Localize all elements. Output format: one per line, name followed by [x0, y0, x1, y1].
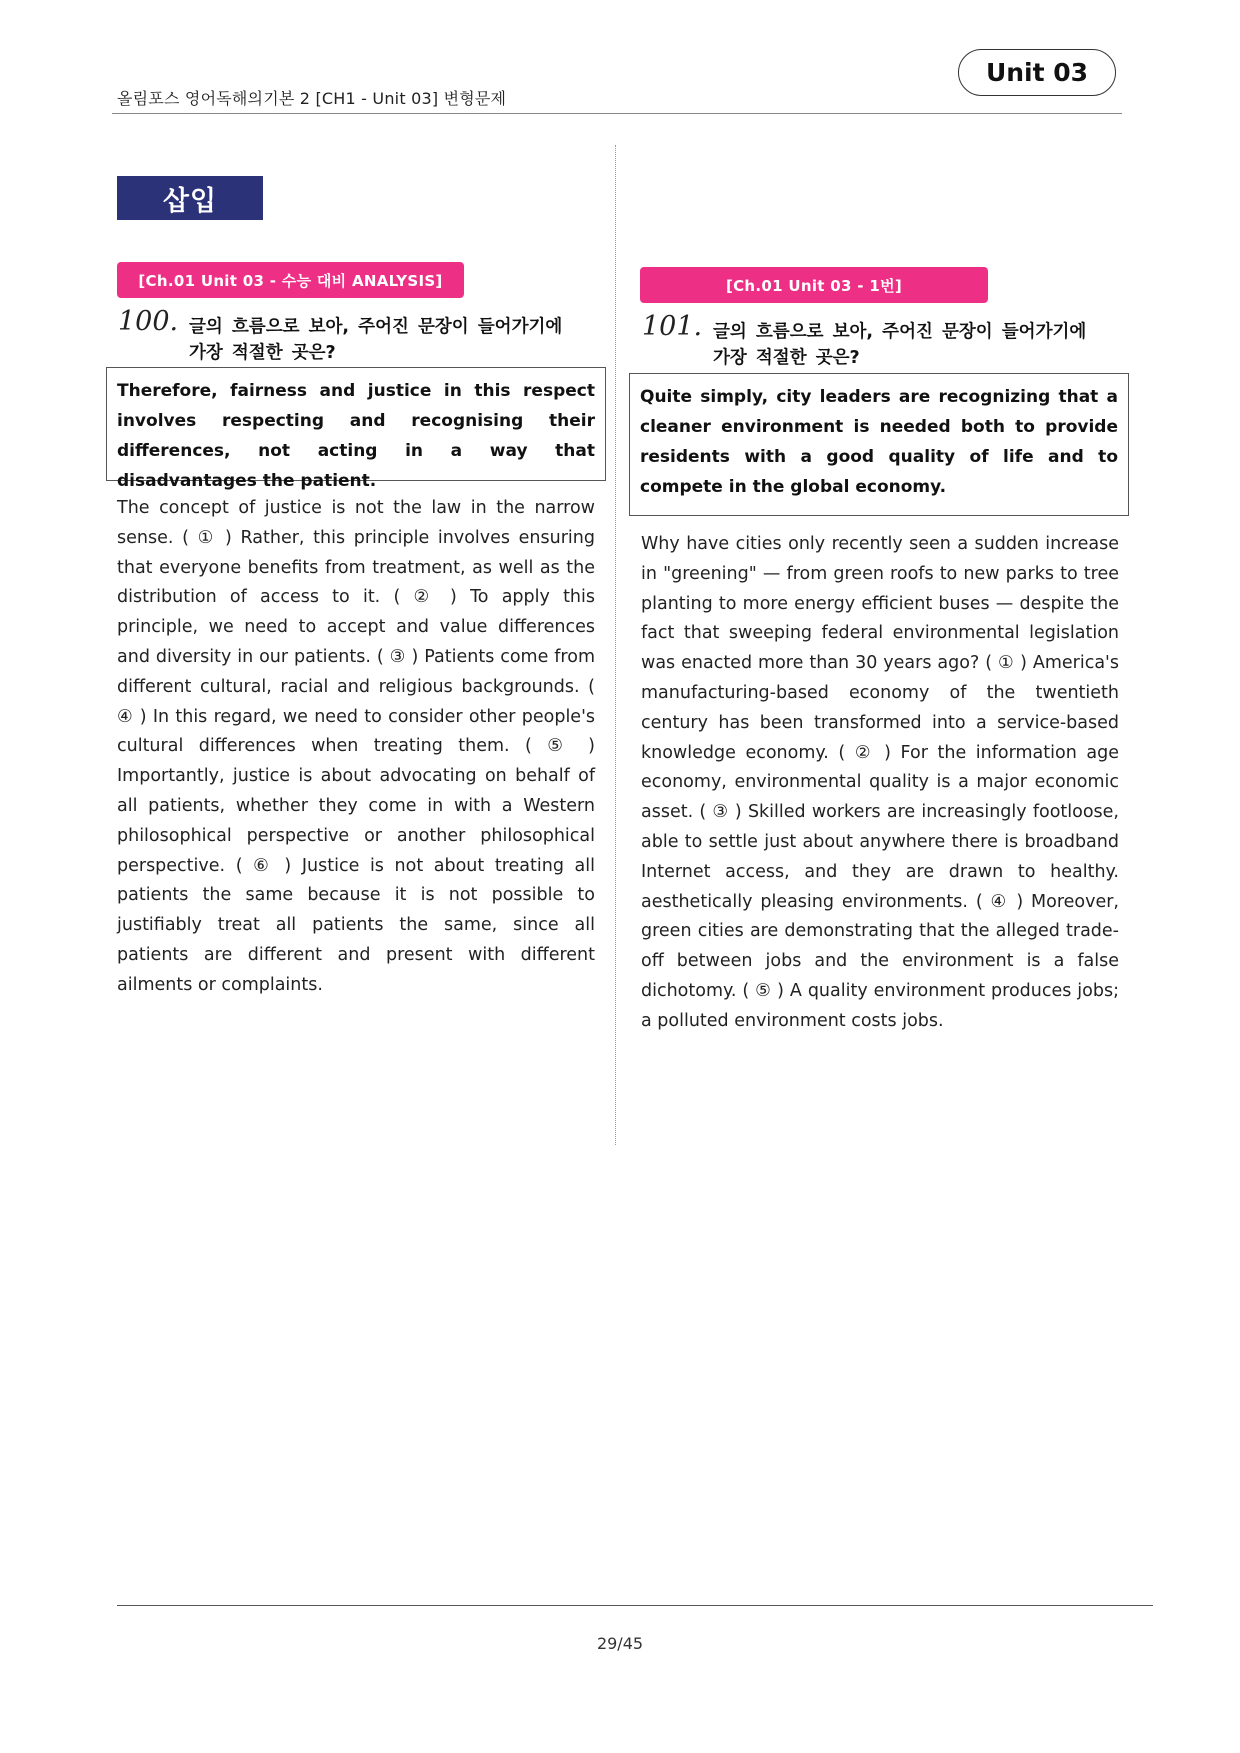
page-number: 29/45: [596, 1634, 644, 1653]
source-tag: [Ch.01 Unit 03 - 수능 대비 ANALYSIS]: [117, 262, 464, 298]
question-number: 101.: [642, 311, 703, 342]
question-number: 100.: [118, 306, 179, 337]
given-sentence-box: [629, 373, 1129, 516]
unit-badge: Unit 03: [958, 49, 1116, 96]
question-prompt-line2: 가장 적절한 곳은?: [189, 343, 336, 363]
given-sentence-box: [106, 367, 606, 491]
section-tag: 삽입: [117, 176, 263, 220]
passage-text: The concept of justice is not the law in the narrow sense. ( ① ) Rather, this principle involves ensuring that everyone benefits from treatment, as well as the distribution of access to it. ( ② ) To apply this principle, we need to accept and value differences and diversity in our patients. ( ③ ) Patients come from different cultural, racial and religious backgrounds. ( ④ ) In this regard, we need to consider other people's cultural differences when treating them. ( ⑤ ) Importantly, justice is about advocating on behalf of all patients, whether they come in with a Western philosophical perspective or another philosophical perspective. ( ⑥ ) Justice is not about treating all patients the same because it is not possible to justifiably treat all patients the same, since all patients are different and present with different ailments or complaints.: [117, 498, 595, 995]
header-rule: [112, 113, 1122, 114]
footer-rule: [117, 1605, 1153, 1606]
question-prompt-line2: 가장 적절한 곳은?: [713, 348, 860, 368]
passage-text: Why have cities only recently seen a sudden increase in "greening" — from green roofs to new parks to tree planting to more energy efficient buses — despite the fact that sweeping federal environmental legislation was enacted more than 30 years ago? ( ① ) America's manufacturing-based economy of the twentieth century has been transformed into a service-based knowledge economy. ( ② ) For the information age economy, environmental quality is a major economic asset. ( ③ ) Skilled workers are increasingly footloose, able to settle just about anywhere there is broadband Internet access, and they are drawn to healthy. aesthetically pleasing environments. ( ④ ) Moreover, green cities are demonstrating that the alleged trade-off between jobs and the environment is a false dichotomy. ( ⑤ ) A quality environment produces jobs; a polluted environment costs jobs.: [641, 534, 1119, 1031]
question-prompt-line1: 글의 흐름으로 보아, 주어진 문장이 들어가기에: [713, 322, 1087, 342]
column-divider: [615, 145, 616, 1145]
source-tag: [Ch.01 Unit 03 - 1번]: [640, 267, 988, 303]
given-sentence: Quite simply, city leaders are recognizing that a cleaner environment is needed both to provide residents with a good quality of life and to compete in the global economy.: [640, 387, 1118, 497]
question-prompt-line1: 글의 흐름으로 보아, 주어진 문장이 들어가기에: [189, 317, 563, 337]
header-title: 올림포스 영어독해의기본 2 [CH1 - Unit 03] 변형문제: [117, 89, 507, 108]
given-sentence: Therefore, fairness and justice in this respect involves respecting and recognising their differences, not acting in a way that disadvantages the patient.: [117, 381, 595, 491]
